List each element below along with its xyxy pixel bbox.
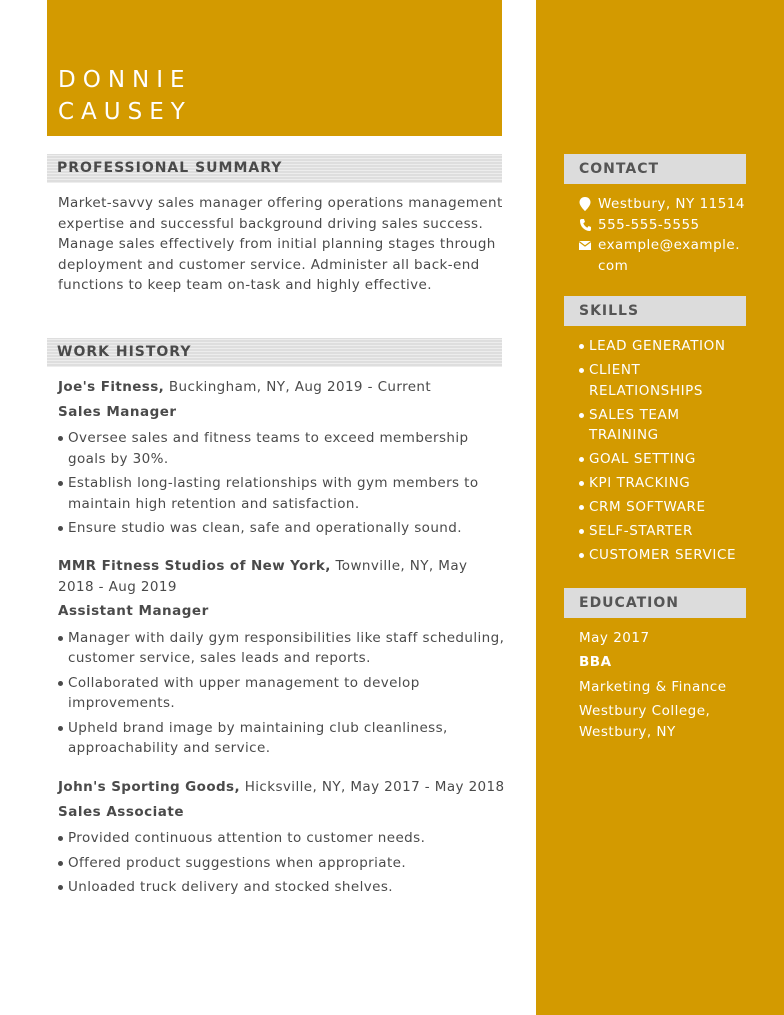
job-header [58,556,508,597]
work-history-heading [47,338,502,367]
education-date: May 2017 [579,630,650,646]
job-entry [58,377,508,543]
contact-heading [564,154,746,184]
job-header [58,377,508,398]
job-bullet: Establish long-lasting relationships with gym members to maintain high retention and satisfaction. [58,473,508,514]
education-heading [564,588,746,618]
company-name: John's Sporting Goods, [58,779,241,795]
job-header [58,777,508,798]
job-title: Sales Associate [58,803,184,820]
skill-item: SELF-STARTER [579,521,739,542]
education-field: Marketing & Finance [579,679,727,695]
job-details: Hicksville, NY, May 2017 - May 2018 [240,779,505,795]
contact-heading-label: CONTACT [579,161,660,177]
company-name: Joe's Fitness, [58,379,165,395]
skills-heading-label: SKILLS [579,303,640,319]
job-bullet: Upheld brand image by maintaining club cleanliness, approachability and service. [58,718,508,759]
skill-item: LEAD GENERATION [579,336,739,357]
last-name: CAUSEY [58,99,192,125]
skill-item: SALES TEAM TRAINING [579,405,739,446]
contact-phone [579,215,748,236]
phone-text: 555-555-5555 [598,217,700,233]
job-bullets [58,628,508,759]
email-text: example@example.com [598,237,741,274]
skill-item: KPI TRACKING [579,473,739,494]
skills-list [579,336,739,569]
skill-item: GOAL SETTING [579,449,739,470]
job-bullet: Collaborated with upper management to develop improvements. [58,673,508,714]
job-title: Sales Manager [58,403,177,420]
skills-heading [564,296,746,326]
job-bullet: Offered product suggestions when appropriate. [58,853,508,874]
job-bullet: Ensure studio was clean, safe and operationally sound. [58,518,508,539]
job-bullet: Manager with daily gym responsibilities like staff scheduling, customer service, sales leads and reports. [58,628,508,669]
job-details: Townville, NY, May 2018 - Aug 2019 [58,558,468,595]
job-details: Buckingham, NY, Aug 2019 - Current [164,379,432,395]
skill-item: CUSTOMER SERVICE [579,545,739,566]
company-name: MMR Fitness Studios of New York, [58,558,331,574]
job-title: Assistant Manager [58,603,209,619]
contact-email [579,235,746,276]
education-degree: BBA [579,654,612,670]
location-text: Westbury, NY 11514 [598,196,746,212]
summary-heading-label: PROFESSIONAL SUMMARY [57,160,283,176]
education-heading-label: EDUCATION [579,595,679,611]
job-bullet: Provided continuous attention to customer needs. [58,828,508,849]
map-pin-icon [579,197,591,211]
job-entry [58,556,508,763]
job-bullet: Oversee sales and fitness teams to exceed membership goals by 30%. [58,428,508,469]
job-bullets [58,428,508,539]
skill-item: CRM SOFTWARE [579,497,739,518]
skill-item: CLIENT RELATIONSHIPS [579,360,739,401]
summary-text: Market-savvy sales manager offering operations management expertise and successful background driving sales success. Manage sales effectively from initial planning stages through deployment and customer service. Administer all back-end functions to keep team on-task and highly effective. [58,195,503,293]
contact-location [579,194,748,215]
job-bullet: Unloaded truck delivery and stocked shelves. [58,877,508,898]
envelope-icon [579,238,591,252]
education-school: Westbury College, Westbury, NY [579,703,711,740]
phone-icon [579,218,591,232]
summary-heading [47,154,502,183]
job-bullets [58,828,508,898]
job-entry [58,777,508,902]
work-history-heading-label: WORK HISTORY [57,344,192,360]
first-name: DONNIE [58,67,192,93]
